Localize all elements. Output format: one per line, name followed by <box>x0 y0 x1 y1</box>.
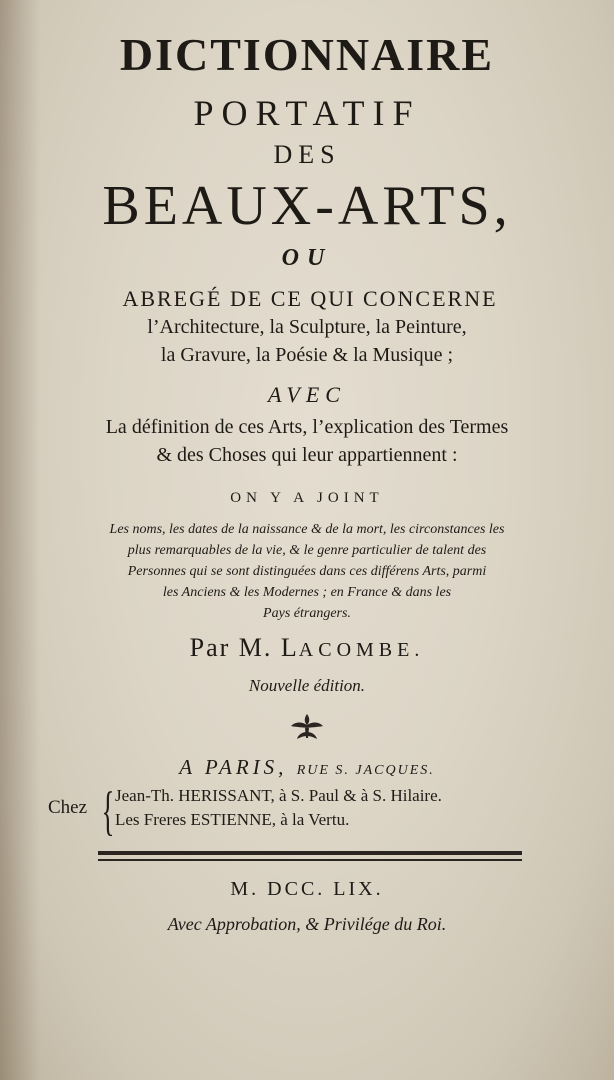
title-line-des: DES <box>273 140 341 169</box>
italic-line-4: les Anciens & les Modernes ; en France & dans les <box>162 585 452 600</box>
on-y-a-joint: ON Y A JOINT <box>230 490 384 506</box>
approbation-line: Avec Approbation, & Privilége du Roi. <box>167 914 447 934</box>
imprint-chez: Chez <box>48 797 88 818</box>
author-line <box>0 633 614 663</box>
italic-line-3: Personnes qui se sont distinguées dans ces différens Arts, parmi <box>127 564 487 579</box>
title-line-portatif: PORTATIF <box>193 93 421 133</box>
title-line-beaux-arts: BEAUX-ARTS, <box>102 175 512 237</box>
italic-line-5: Pays étrangers. <box>263 606 351 621</box>
imprint-city-line <box>0 755 614 780</box>
definition-line-2: & des Choses qui leur appartiennent : <box>156 444 458 466</box>
double-rule-thin <box>98 859 522 861</box>
author-prefix: Par M. L <box>189 633 299 662</box>
publication-date: M. DCC. LIX. <box>230 878 384 900</box>
italic-line-2: plus remarquables de la vie, & le genre particulier de talent des <box>127 543 487 558</box>
subtitle-line-abrege: ABREGÉ DE CE QUI CONCERNE <box>122 286 498 311</box>
imprint-street: RUE S. JACQUES. <box>296 763 435 778</box>
definition-line-1: La définition de ces Arts, l’explication des Termes <box>105 416 509 438</box>
double-rule-thick <box>98 851 522 855</box>
conjunction-avec: AVEC <box>268 382 346 407</box>
author-name: ACOMBE. <box>298 639 425 661</box>
imprint-city: A PARIS, <box>179 755 288 779</box>
publisher-line-2: Les Freres ESTIENNE, à la Vertu. <box>115 810 350 829</box>
subtitle-line-gravure: la Gravure, la Poésie & la Musique ; <box>160 344 454 366</box>
publisher-line-1: Jean-Th. HERISSANT, à S. Paul & à S. Hilaire. <box>115 786 442 805</box>
conjunction-ou: OU <box>281 245 333 271</box>
fleuron-icon <box>287 712 327 742</box>
subtitle-line-architecture: l’Architecture, la Sculpture, la Peinture, <box>147 316 467 338</box>
title-line-dictionnaire: DICTIONNAIRE <box>119 29 495 80</box>
italic-line-1: Les noms, les dates de la naissance & de la mort, les circonstances les <box>109 522 505 537</box>
edition-line: Nouvelle édition. <box>248 676 366 695</box>
brace-glyph: { <box>101 781 115 841</box>
